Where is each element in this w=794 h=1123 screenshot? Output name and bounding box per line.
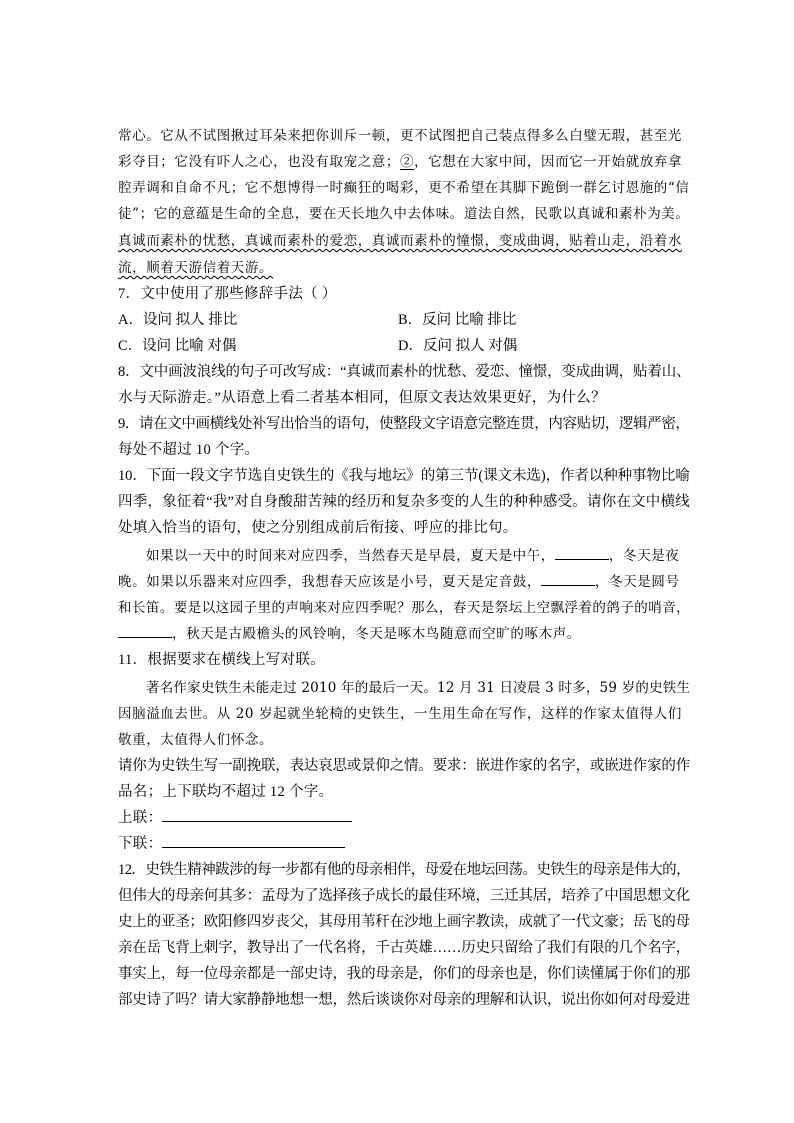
q9-line-1: 9．请在文中画横线处补写出恰当的语句，使整段文字语意完整连贯，内容贴切，逻辑严密， — [118, 416, 690, 432]
q7-option-c[interactable]: C．设问 比喻 对偶 — [118, 338, 237, 354]
q11-stem: 11．根据要求在横线上写对联。 — [118, 652, 325, 668]
q10-blank-2[interactable] — [541, 571, 595, 586]
q11-requirement-line-2: 品名；上下联均不超过 12 个字。 — [118, 784, 334, 800]
q7-option-a[interactable]: A．设问 拟人 排比 — [118, 312, 238, 328]
q7-option-d[interactable]: D．反问 拟人 对偶 — [398, 338, 518, 354]
q12-line-4: 亲在岳飞背上刺字，教导出了一代名将，千古英雄……历史只留给了我们有限的几个名字， — [118, 940, 690, 956]
q12-line-2: 但伟大的母亲何其多：孟母为了选择孩子成长的最佳环境，三迁其居，培养了中国思想文化 — [118, 888, 690, 904]
q10-excerpt-1b: ，冬天是夜 — [608, 548, 680, 564]
q8-line-2: 水与天际游走。”从语意上看二者基本相同，但原文表达效果更好，为什么？ — [118, 390, 606, 406]
q11-lower-couplet — [118, 832, 345, 853]
passage-line-2-part-a: 彩夺目；它没有吓人之心，也没有取宠之意； — [118, 154, 400, 170]
q12-line-6: 部史诗了吗？请大家静静地想一想，然后谈谈你对母亲的理解和认识，说出你如何对母爱进 — [118, 992, 690, 1008]
q9-line-2: 每处不超过 10 个字。 — [118, 442, 260, 458]
passage-line-2 — [118, 150, 682, 170]
passage-line-4: 徒”；它的意蕴是生命的全息，要在天长地久中去体味。道法自然，民歌以真诚和素朴为美。 — [118, 206, 690, 222]
q11-upper-couplet — [118, 806, 352, 827]
q11-lower-label: 下联： — [118, 836, 163, 852]
q11-material-line-2: 因脑溢血去世。从 20 岁起就坐轮椅的史铁生，一生用生命在写作，这样的作家太值得人们 — [118, 706, 682, 722]
q7-option-b[interactable]: B．反问 比喻 排比 — [398, 312, 517, 328]
q10-excerpt-line-2 — [118, 570, 680, 590]
q12-line-3: 史上的亚圣；欧阳修四岁丧父，其母用苇秆在沙地上画字教读，成就了一代文豪；岳飞的母 — [118, 914, 690, 930]
q10-blank-1[interactable] — [555, 545, 609, 560]
q12-line-1: 12．史铁生精神跋涉的每一步都有他的母亲相伴，母爱在地坛回荡。史铁生的母亲是伟大的， — [118, 862, 691, 878]
q11-material-line-3: 敬重，太值得人们怀念。 — [118, 732, 274, 748]
q10-excerpt-2a: 晚。如果以乐器来对应四季，我想春天应该是小号，夏天是定音鼓， — [118, 574, 541, 590]
q10-excerpt-4b: ，秋天是古殿檐头的风铃响，冬天是啄木鸟随意而空旷的啄木声。 — [172, 626, 581, 642]
q10-excerpt-line-4 — [118, 622, 581, 642]
q10-excerpt-1a: 如果以一天中的时间来对应四季，当然春天是早晨，夏天是中午， — [146, 548, 555, 564]
passage-wavy-line-5: 真诚而素朴的忧愁，真诚而素朴的爱恋，真诚而素朴的憧憬，变成曲调，贴着山走，沿着水 — [118, 233, 682, 249]
q11-lower-answer-blank[interactable] — [162, 833, 345, 848]
passage-line-3: 腔弄调和自命不凡；它不想博得一时癫狂的喝彩，更不希望在其脚下跪倒一群乞讨恩施的“信 — [118, 180, 690, 196]
q10-excerpt-line-1 — [146, 544, 679, 564]
blank-marker-2: ② — [400, 154, 415, 170]
q10-line-1: 10．下面一段文字节选自史铁生的《我与地坛》的第三节(课文未选)，作者以种种事物比喻 — [118, 468, 690, 484]
passage-wavy-line-6: 流，顺着天游信着天游。 — [118, 260, 274, 276]
passage-line-1: 常心。它从不试图揪过耳朵来把你训斥一顿，更不试图把自己装点得多么白璧无瑕，甚至光 — [118, 128, 682, 144]
q11-material-line-1: 著名作家史铁生未能走过 2010 年的最后一天。12 月 31 日凌晨 3 时多，59 岁的史铁生 — [146, 680, 691, 696]
q10-line-2: 四季，象征着“我”对自身酸甜苦辣的经历和复杂多变的人生的种种感受。请你在文中横线 — [118, 494, 690, 510]
passage-line-2-part-b: ，它想在大家中间，因而它一开始就放弃拿 — [414, 154, 683, 170]
q10-blank-3[interactable] — [118, 623, 172, 638]
q10-line-3: 处填入恰当的语句，使之分别组成前后衔接、呼应的排比句。 — [118, 520, 518, 536]
q10-excerpt-2b: ，冬天是圆号 — [595, 574, 680, 590]
q8-line-1: 8．文中画波浪线的句子可改写成：“真诚而素朴的忧愁、爱恋、憧憬，变成曲调，贴着山、 — [118, 364, 691, 380]
q11-requirement-line-1: 请你为史铁生写一副挽联，表达哀思或景仰之情。要求：嵌进作家的名字，或嵌进作家的作 — [118, 758, 690, 774]
q11-upper-label: 上联： — [118, 810, 163, 826]
q11-upper-answer-blank[interactable] — [162, 807, 352, 822]
q12-line-5: 事实上，每一位母亲都是一部史诗，我的母亲是，你们的母亲也是，你们读懂属于你们的那 — [118, 966, 690, 982]
q10-excerpt-line-3: 和长笛。要是以这园子里的声响来对应四季呢？那么，春天是祭坛上空飘浮着的鸽子的哨音， — [118, 600, 691, 616]
q7-stem: 7．文中使用了那些修辞手法（ ） — [118, 286, 337, 302]
